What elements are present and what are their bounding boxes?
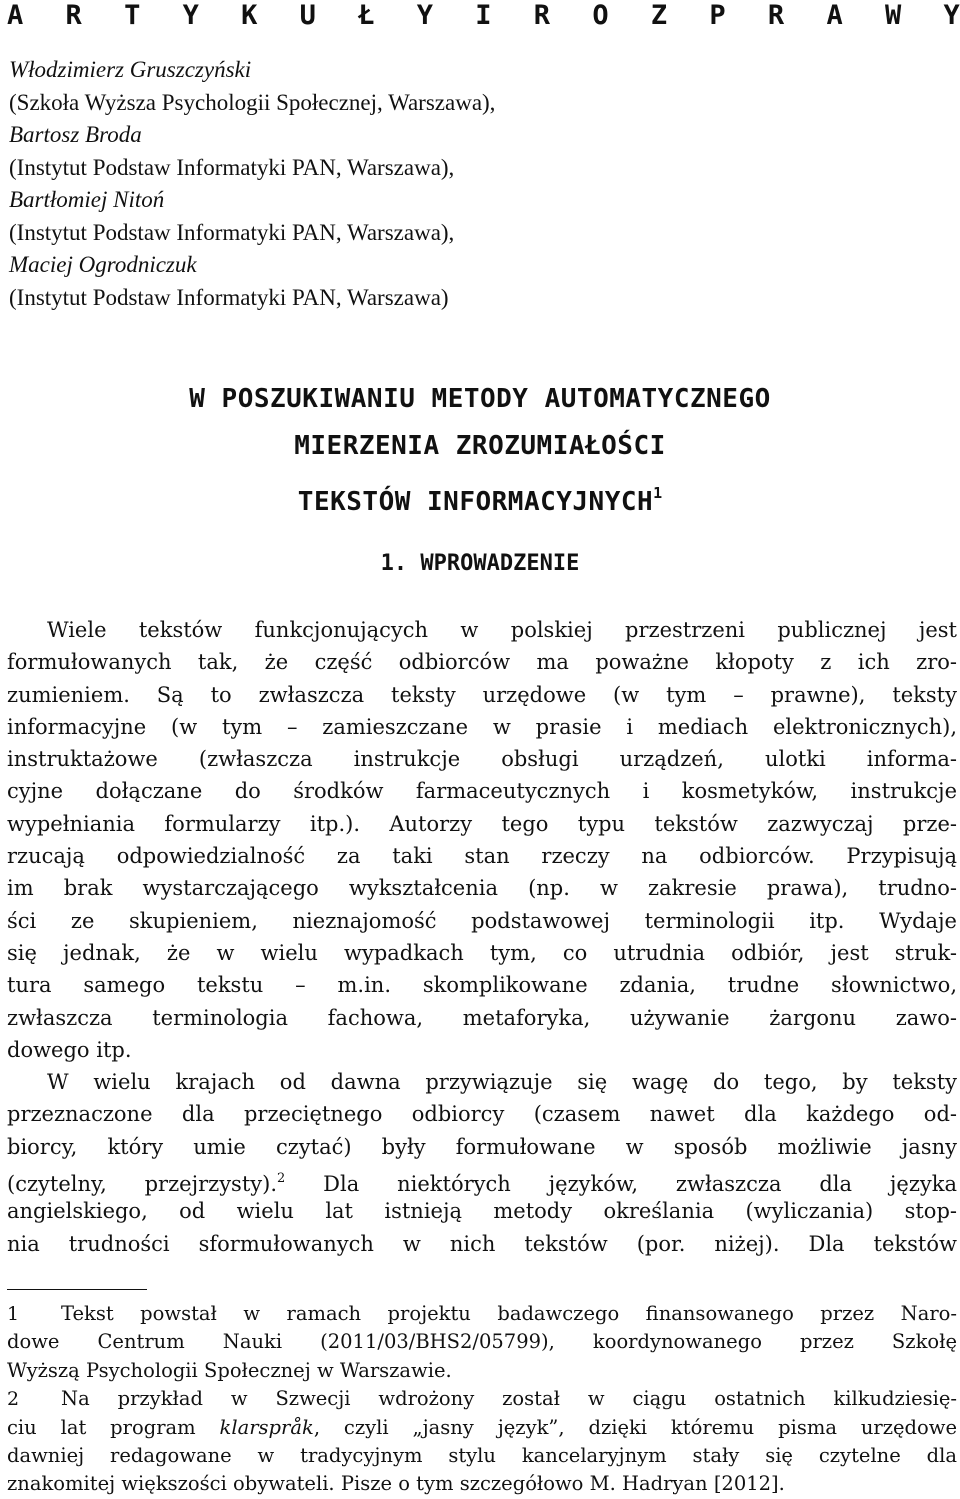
author-name: Bartosz Broda bbox=[9, 122, 142, 147]
article-title bbox=[0, 376, 960, 526]
footnotes bbox=[7, 1300, 957, 1499]
text-line-content: Wiele tekstów funkcjonujących w polskiej przestrzeni publicznej jest bbox=[47, 618, 957, 642]
text-line: biorcy, który umie czytać) były formułowane w sposób możliwie jasny bbox=[7, 1134, 957, 1159]
text-line: zumieniem. Są to zwłaszcza teksty urzędowe (w tym – prawne), teksty bbox=[7, 682, 957, 707]
footnote-line: Wyższą Psychologii Społecznej w Warszawie. bbox=[7, 1358, 452, 1382]
text-line bbox=[7, 1066, 957, 1098]
footnote-text: ciu lat program bbox=[7, 1415, 220, 1439]
header-letter: W bbox=[884, 0, 902, 31]
footnote-number: 1 bbox=[7, 1303, 20, 1325]
footnote-line bbox=[7, 1414, 957, 1442]
text-line: informacyjne (w tym – zamieszczane w prasie i mediach elektronicznych), bbox=[7, 714, 957, 739]
header-letter: Y bbox=[416, 0, 433, 31]
section-heading: 1. WPROWADZENIE bbox=[380, 551, 580, 576]
footnote-text: Na przykład w Szwecji wdrożony został w ciągu ostatnich kilkudziesię- bbox=[61, 1387, 957, 1411]
footnote-line: dawniej redagowane w tradycyjnym stylu kancelaryjnym stały się czytelne dla bbox=[7, 1443, 957, 1467]
author-name: Bartłomiej Nitoń bbox=[9, 187, 165, 212]
text-line-content: Dla niektórych języków, zwłaszcza dla języka bbox=[285, 1172, 957, 1197]
body-text bbox=[7, 614, 957, 1260]
header-letter: P bbox=[709, 0, 726, 31]
footnote-text: , czyli „jasny język”, dzięki któremu pisma urzędowe bbox=[313, 1415, 957, 1439]
text-line: rzucają odpowiedzialność za taki stan rzeczy na odbiorców. Przypisują bbox=[7, 844, 957, 869]
footnote-line bbox=[7, 1385, 957, 1413]
text-line: przeznaczone dla przeciętnego odbiorcy (czasem nawet dla każdego od- bbox=[7, 1102, 957, 1127]
text-line: się jednak, że w wielu wypadkach tym, co utrudnia odbiór, jest struk- bbox=[7, 940, 957, 965]
text-line bbox=[7, 1163, 957, 1195]
title-line: MIERZENIA ZROZUMIAŁOŚCI bbox=[294, 431, 666, 461]
header-letter: A bbox=[7, 0, 24, 31]
footnote-line: znakomitej większości obywateli. Pisze o tym szczegółowo M. Hadryan [2012]. bbox=[7, 1472, 785, 1496]
footnote-line: dowe Centrum Nauki (2011/03/BHS2/05799), koordynowanego przez Szkołę bbox=[7, 1330, 957, 1354]
header-letter: Ł bbox=[358, 0, 375, 31]
header-letter: Z bbox=[650, 0, 668, 31]
footnote-separator bbox=[7, 1289, 147, 1290]
footnote-number: 2 bbox=[7, 1388, 20, 1411]
header-letter: Y bbox=[182, 0, 199, 31]
header-letter: R bbox=[767, 0, 785, 31]
header-letter: Y bbox=[943, 0, 960, 31]
author-affiliation: (Instytut Podstaw Informatyki PAN, Warszawa), bbox=[9, 154, 455, 180]
text-line-content: (czytelny, przejrzysty). bbox=[7, 1172, 278, 1197]
text-line: cyjne dołączane do środków farmaceutycznych i kosmetyków, instrukcje bbox=[7, 779, 957, 804]
body-footnote-ref[interactable]: 2 bbox=[277, 1171, 286, 1187]
header-letter: R bbox=[65, 0, 82, 31]
title-line bbox=[0, 470, 960, 526]
section-header bbox=[7, 0, 960, 30]
author-list bbox=[9, 54, 709, 314]
text-line: ści ze skupieniem, nieznajomość podstawowej terminologii itp. Wydaje bbox=[7, 908, 957, 933]
author-name: Maciej Ogrodniczuk bbox=[9, 252, 197, 277]
text-line: dowego itp. bbox=[7, 1037, 132, 1062]
author-name: Włodzimierz Gruszczyński bbox=[9, 57, 252, 82]
author-affiliation: (Instytut Podstaw Informatyki PAN, Warszawa) bbox=[9, 284, 449, 310]
title-footnote-ref[interactable]: 1 bbox=[653, 484, 663, 502]
header-letter: I bbox=[475, 0, 492, 31]
header-letter: U bbox=[299, 0, 316, 31]
author-affiliation: (Instytut Podstaw Informatyki PAN, Warszawa), bbox=[9, 219, 455, 245]
text-line-content: W wielu krajach od dawna przywiązuje się wagę do tego, by teksty bbox=[47, 1070, 957, 1095]
text-line: zwłaszcza terminologia fachowa, metaforyka, używanie żargonu zawo- bbox=[7, 1005, 957, 1030]
text-line: angielskiego, od wielu lat istnieją metody określania (wyliczania) stop- bbox=[7, 1199, 957, 1224]
header-letter: K bbox=[241, 0, 258, 31]
text-line: instruktażowe (zwłaszcza instrukcje obsługi urządzeń, ulotki informa- bbox=[7, 747, 957, 772]
text-line bbox=[7, 614, 957, 646]
footnote-text: Tekst powstał w ramach projektu badawczego finansowanego przez Naro- bbox=[61, 1302, 957, 1325]
text-line: nia trudności sformułowanych w nich tekstów (por. niżej). Dla tekstów bbox=[7, 1231, 957, 1256]
header-letter: A bbox=[826, 0, 843, 31]
title-line: W POSZUKIWANIU METODY AUTOMATYCZNEGO bbox=[189, 384, 771, 414]
text-line: im brak wystarczającego wykształcenia (np. w zakresie prawa), trudno- bbox=[7, 876, 957, 901]
footnote-italic-term: klarspråk bbox=[219, 1415, 314, 1439]
title-line-text: TEKSTÓW INFORMACYJNYCH bbox=[297, 487, 654, 517]
author-affiliation: (Szkoła Wyższa Psychologii Społecznej, Warszawa), bbox=[9, 89, 496, 115]
header-letter: O bbox=[592, 0, 609, 31]
header-letter: R bbox=[533, 0, 551, 31]
text-line: formułowanych tak, że część odbiorców ma poważne kłopoty z ich zro- bbox=[7, 650, 957, 675]
text-line: wypełniania formularzy itp.). Autorzy tego typu tekstów zazwyczaj prze- bbox=[7, 811, 957, 836]
footnote-line bbox=[7, 1300, 957, 1328]
header-letter: T bbox=[124, 0, 141, 31]
text-line: tura samego tekstu – m.in. skomplikowane zdania, trudne słownictwo, bbox=[7, 973, 957, 998]
